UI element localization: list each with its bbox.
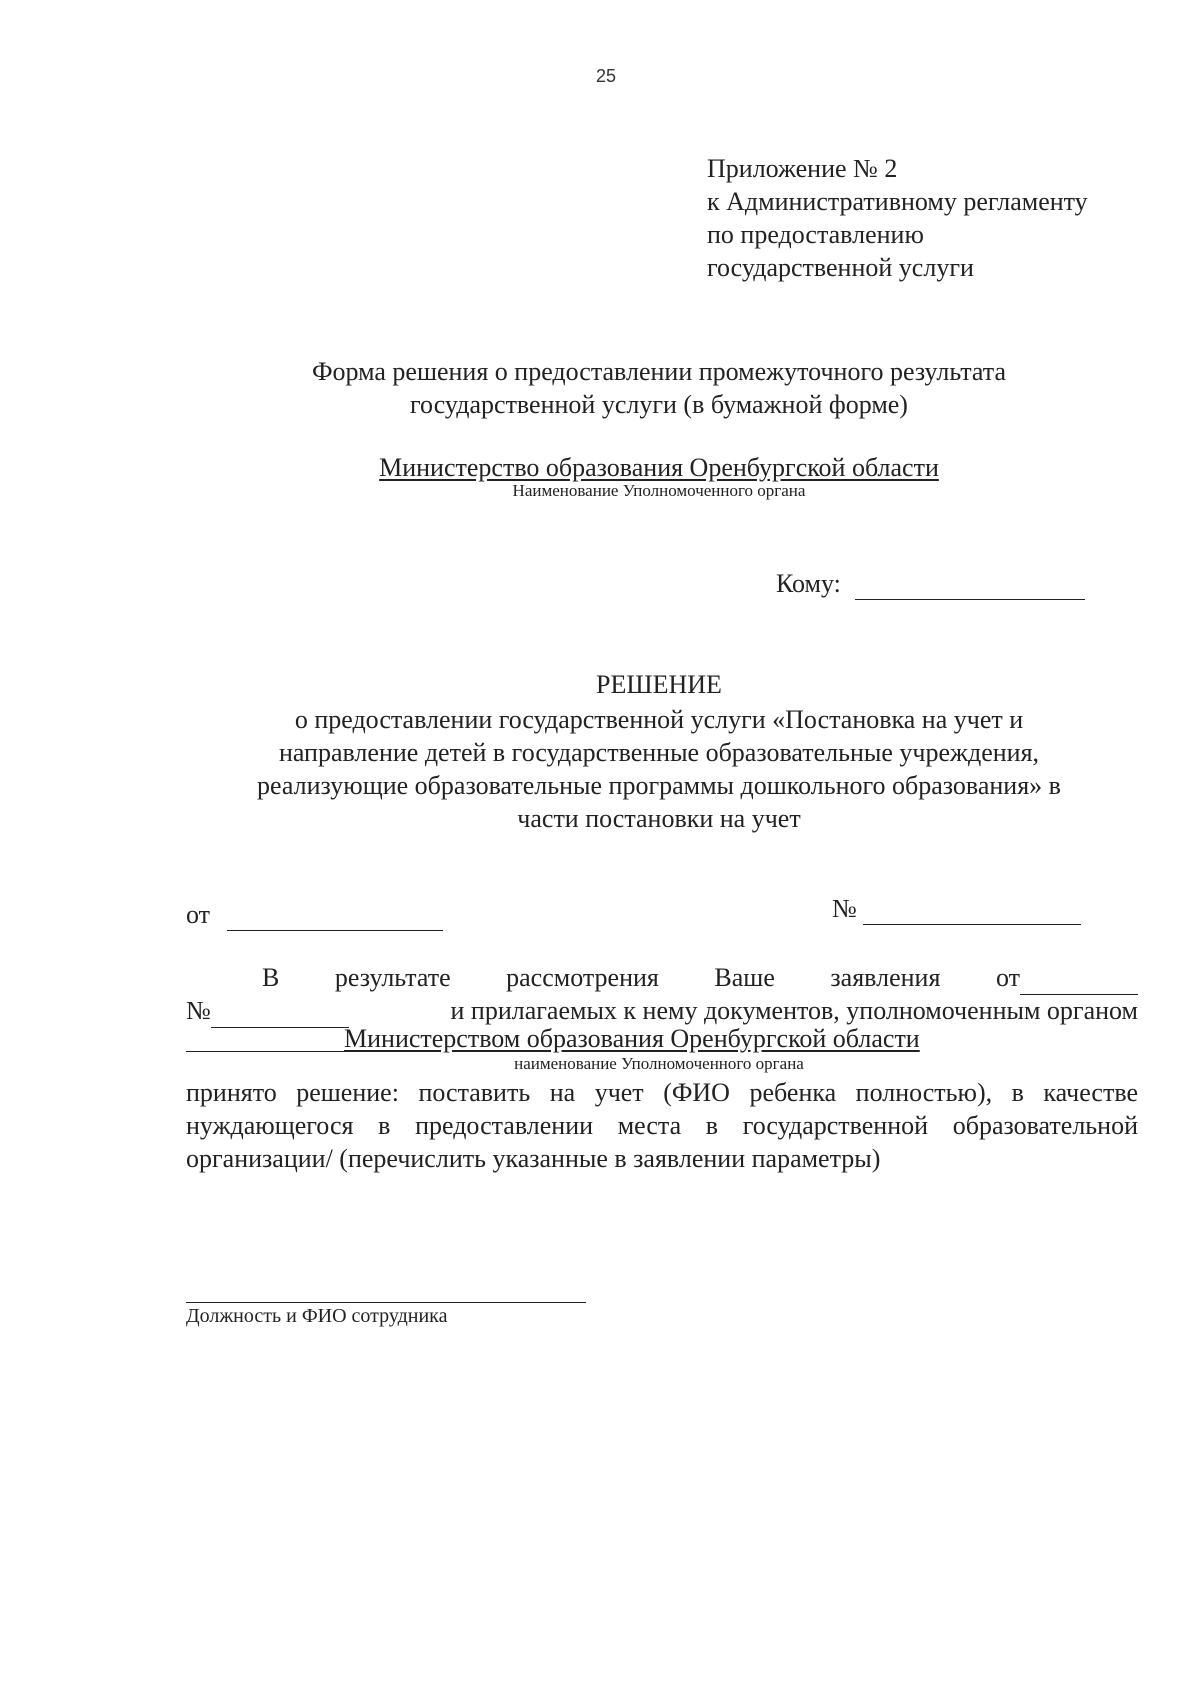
page-number: 25	[595, 66, 617, 86]
body-word: от	[995, 963, 1020, 992]
application-date-field	[996, 961, 1138, 995]
decision-subtitle-line: части постановки на учет	[517, 804, 801, 833]
recipient-field	[776, 569, 1085, 600]
authority-inline-caption: наименование Уполномоченного органа	[514, 1054, 804, 1073]
date-blank[interactable]	[227, 900, 443, 931]
application-number-label: №	[186, 996, 211, 1025]
number-blank[interactable]	[863, 894, 1081, 925]
body-word: заявления	[830, 963, 941, 992]
form-title-line: Форма решения о предоставлении промежуточного результата	[311, 357, 1007, 386]
signature-caption: Должность и ФИО сотрудника	[186, 1305, 448, 1327]
form-title-line: государственной услуги (в бумажной форме)	[410, 390, 908, 419]
decision-subtitle	[0, 703, 1200, 835]
body-line-2-text: и прилагаемых к нему документов, уполномоченным органом	[450, 996, 1138, 1025]
date-label: от	[186, 900, 211, 929]
authority-row	[186, 1024, 1138, 1054]
decision-subtitle-line: направление детей в государственные образовательные учреждения,	[278, 738, 1040, 767]
body-word: Ваше	[714, 963, 775, 992]
decision-subtitle-line: реализующие образовательные программы дошкольного образования» в	[257, 771, 1061, 800]
body-line-2	[186, 994, 1138, 1028]
authority-name-inline: Министерством образования Оренбургской области	[344, 1024, 920, 1053]
date-field	[186, 900, 443, 931]
appendix-line: государственной услуги	[707, 253, 974, 282]
number-label: №	[832, 894, 857, 923]
signature-line[interactable]	[186, 1302, 586, 1303]
form-title	[0, 355, 1200, 421]
body-word: В	[262, 963, 280, 992]
authority-caption: Наименование Уполномоченного органа	[512, 481, 806, 500]
appendix-line: по предоставлению	[707, 220, 924, 249]
body-word: результате	[334, 963, 451, 992]
authority-name: Министерство образования Оренбургской области	[379, 453, 939, 482]
application-number-field	[186, 994, 349, 1028]
body-word: рассмотрения	[506, 963, 659, 992]
number-field	[832, 894, 1081, 925]
appendix-line: к Административному регламенту	[707, 187, 1088, 216]
decision-title: РЕШЕНИЕ	[596, 670, 722, 699]
recipient-label: Кому:	[776, 569, 841, 598]
application-date-blank[interactable]	[1020, 961, 1138, 995]
body-line-1	[186, 961, 1138, 995]
recipient-blank[interactable]	[855, 569, 1085, 600]
appendix-header	[707, 152, 1088, 284]
appendix-line: Приложение № 2	[707, 154, 898, 183]
decision-subtitle-line: о предоставлении государственной услуги «Постановка на учет и	[294, 705, 1024, 734]
decision-text: принято решение: поставить на учет (ФИО ребенка полностью), в качестве нуждающегося в предоставлении места в государственной образовательной организации/ (перечислить указанные в заявлении параметры)	[186, 1078, 1138, 1173]
application-number-blank[interactable]	[211, 994, 349, 1028]
authority-leading-line	[186, 1051, 344, 1052]
